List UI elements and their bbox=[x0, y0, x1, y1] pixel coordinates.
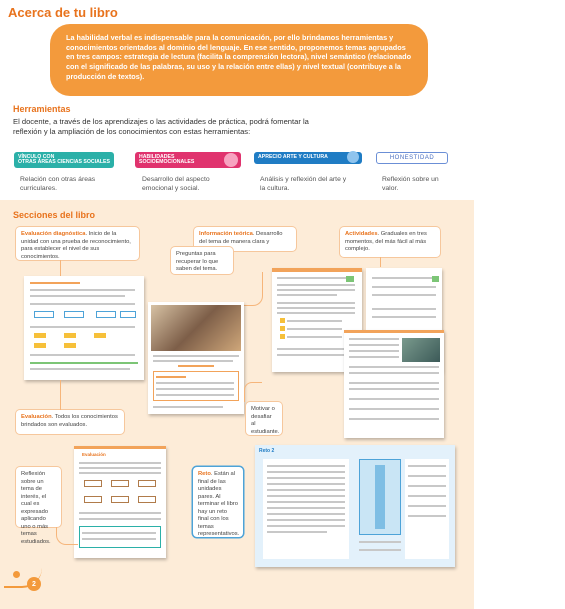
herramientas-heading: Herramientas bbox=[13, 104, 71, 114]
reto-page-label: Reto 2 bbox=[259, 448, 275, 454]
callout-evaluacion-text: . Todos los conocimientos brindados son evaluados. bbox=[21, 414, 118, 428]
callout-evaluacion bbox=[16, 410, 124, 434]
callout-preguntas-text: Preguntas para recuperar lo que saben del tema. bbox=[176, 251, 219, 273]
connector bbox=[233, 272, 263, 306]
badge-vinculo bbox=[14, 152, 114, 168]
callout-reto-text: . Están al final de las unidades pares. Al terminar el libro hay un reto final con los temas representativos. bbox=[198, 471, 240, 538]
callout-reflexion-text: Reflexión sobre un tema de interés, el cual es expresado aplicando uno o más temas estudiados. bbox=[21, 471, 51, 545]
connector bbox=[244, 382, 262, 402]
intro-box bbox=[50, 24, 428, 96]
page-title: Acerca de tu libro bbox=[8, 5, 118, 20]
evaluacion-page-label: Evaluación bbox=[82, 452, 106, 457]
connector bbox=[60, 380, 61, 410]
brain-icon bbox=[224, 153, 238, 167]
badge-habilidades-line1: HABILIDADES bbox=[139, 153, 175, 160]
connector bbox=[56, 527, 78, 545]
callout-actividades-title: Actividades bbox=[345, 231, 378, 237]
callout-eval-diag-text: . Inicio de la unidad con una prueba de reconocimiento, para establecer el nivel de sus conocimientos. bbox=[21, 231, 131, 260]
connector bbox=[60, 260, 61, 276]
badge-arte-label: APRECIO ARTE Y CULTURA bbox=[258, 154, 328, 161]
connector bbox=[380, 257, 381, 267]
callout-preguntas bbox=[171, 247, 233, 274]
photo-students bbox=[151, 305, 241, 351]
page-thumb-actividades-3 bbox=[344, 330, 444, 438]
callout-reto bbox=[193, 467, 243, 537]
page-number: 2 bbox=[27, 577, 41, 591]
photo-activity bbox=[402, 338, 440, 362]
tool-desc-arte: Análisis y reflexión del arte y la cultura. bbox=[260, 176, 347, 192]
badge-vinculo-line2: OTRAS ÁREAS CIENCIAS SOCIALES bbox=[18, 159, 110, 165]
badge-vinculo-line1: VÍNCULO CON bbox=[18, 153, 55, 160]
badge-honestidad bbox=[376, 152, 448, 164]
callout-reflexion bbox=[16, 467, 61, 545]
page-thumb-diagnostica bbox=[24, 276, 144, 380]
palette-icon bbox=[347, 151, 359, 163]
badge-habilidades-line2: SOCIOEMOCIONALES bbox=[139, 159, 195, 165]
page-thumb-evaluacion bbox=[74, 446, 166, 558]
callout-info-title: Información teórica bbox=[199, 231, 253, 237]
callout-motivar bbox=[246, 402, 282, 435]
callout-info-text: . Desarrollo del tema de manera clara y bbox=[199, 231, 283, 245]
page-thumb-reto bbox=[255, 445, 455, 567]
secciones-heading: Secciones del libro bbox=[13, 210, 96, 220]
tool-desc-honestidad: Reflexión sobre un valor. bbox=[382, 176, 439, 192]
tool-desc-vinculo: Relación con otras áreas curriculares. bbox=[20, 176, 96, 192]
badge-arte bbox=[254, 152, 362, 164]
arrow-icon bbox=[375, 465, 385, 529]
footer-dot bbox=[13, 571, 20, 578]
callout-reto-title: Reto bbox=[198, 471, 211, 477]
tool-desc-habilidades: Desarrollo del aspecto emocional y social. bbox=[142, 176, 210, 192]
herramientas-text: El docente, a través de los aprendizajes o las actividades de práctica, podrá fomentar la reflexión y la ampliación de los conocimientos con estas herramientas: bbox=[13, 117, 309, 137]
page-thumb-informacion bbox=[148, 302, 244, 414]
intro-text: La habilidad verbal es indispensable para la comunicación, por ello brindamos herramientas y conocimientos orientados al dominio del lenguaje. En ese sentido, proponemos temas agrupados en tres campos: estrategia de lectura (facilita la comprensión lectora), nivel semántico (relacionado con el significado de las palabras, su uso y la relación entre ellas) y nivel textual (contribuye a la producción de textos). bbox=[66, 33, 412, 81]
callout-eval-diag-title: Evaluación diagnóstica bbox=[21, 231, 86, 237]
badge-honestidad-label: HONESTIDAD bbox=[389, 154, 435, 161]
callout-evaluacion-diagnostica bbox=[16, 227, 139, 260]
badge-habilidades bbox=[135, 152, 241, 168]
callout-actividades bbox=[340, 227, 440, 257]
callout-motivar-text: Motivar o desafiar al estudiante. bbox=[251, 406, 280, 435]
callout-actividades-text: . Graduales en tres momentos, del más fácil al más complejo. bbox=[345, 231, 427, 253]
callout-evaluacion-title: Evaluación bbox=[21, 414, 52, 420]
